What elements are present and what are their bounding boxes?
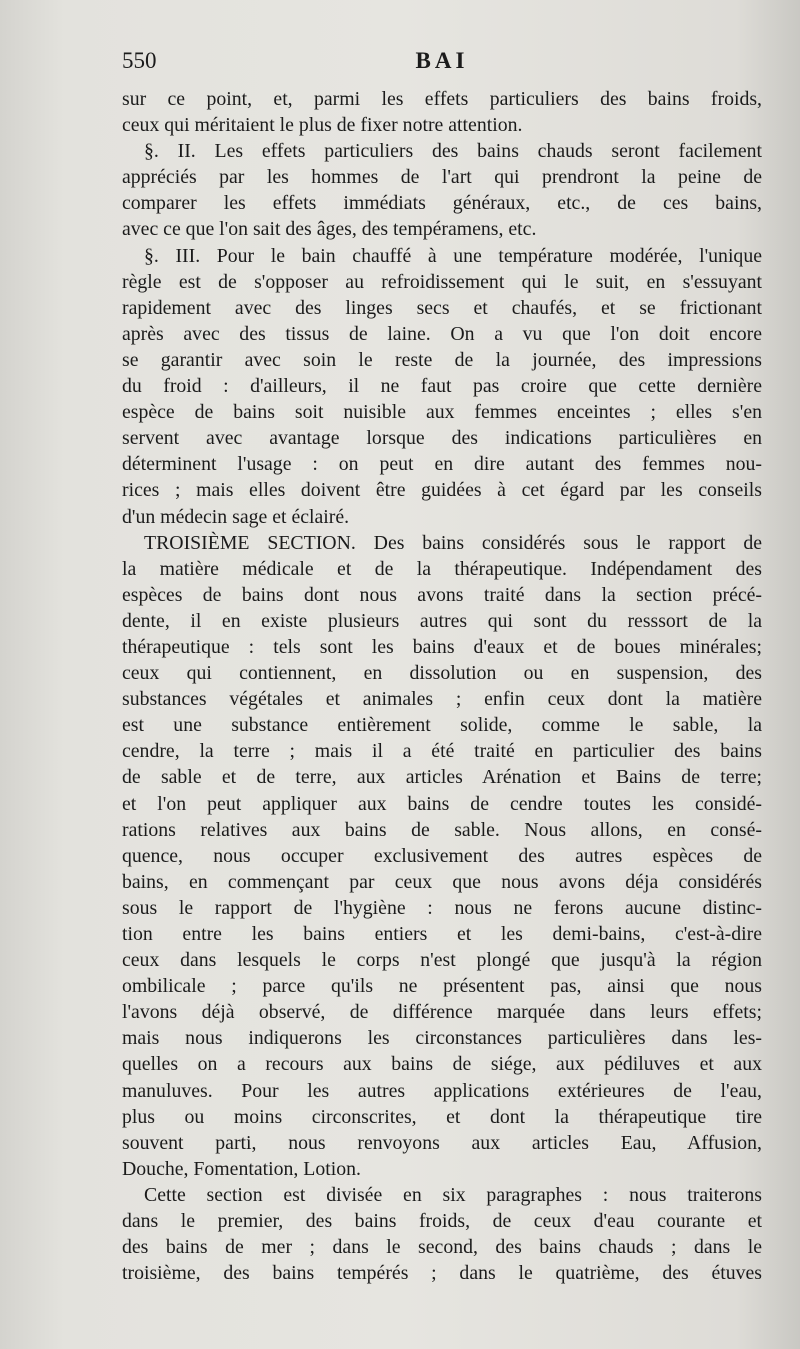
text-line: tion entre les bains entiers et les demi-bains, c'est-à-dire: [122, 923, 762, 945]
text-line: règle est de s'opposer au refroidissement qui le suit, en s'essuyant: [122, 270, 762, 293]
text-line: se garantir avec soin le reste de la journée, des impressions: [122, 348, 762, 371]
text-line: souvent parti, nous renvoyons aux articles Eau, Affusion,: [122, 1131, 762, 1154]
paragraph-troisieme-section: [122, 530, 762, 1182]
text-line: plus ou moins circonscrites, et dont la thérapeutique tire: [122, 1105, 762, 1128]
page-number: 550: [122, 48, 157, 73]
text-line: rations relatives aux bains de sable. Nous allons, en consé-: [122, 818, 762, 841]
running-head: BAI: [415, 48, 469, 73]
text-line: et l'on peut appliquer aux bains de cendre toutes les considé-: [122, 792, 762, 815]
text-line: quelles on a recours aux bains de siége, aux pédiluves et aux: [122, 1053, 762, 1076]
text-line: sur ce point, et, parmi les effets particuliers des bains froids,: [122, 88, 762, 110]
text-line: avec ce que l'on sait des âges, des tempéramens, etc.: [122, 218, 537, 241]
text-line: de sable et de terre, aux articles Arénation et Bains de terre;: [122, 766, 762, 789]
text-line: Douche, Fomentation, Lotion.: [122, 1157, 361, 1180]
text-line: cendre, la terre ; mais il a été traité en particulier des bains: [122, 740, 762, 763]
text-line: espèce de bains soit nuisible aux femmes enceintes ; elles s'en: [122, 401, 762, 424]
paragraph-division: [122, 1182, 762, 1286]
text-line: l'avons déjà observé, de différence marquée dans leurs effets;: [122, 1001, 762, 1024]
text-line: Cette section est divisée en six paragraphes : nous traiterons: [144, 1183, 762, 1206]
text-line: ombilicale ; parce qu'ils ne présentent pas, ainsi que nous: [122, 975, 762, 998]
text-line: espèces de bains dont nous avons traité dans la section précé-: [122, 583, 762, 606]
text-line: ceux qui méritaient le plus de fixer notre attention.: [122, 114, 523, 137]
text-line: servent avec avantage lorsque des indications particulières en: [122, 427, 762, 450]
text-line: comparer les effets immédiats généraux, etc., de ces bains,: [122, 192, 762, 215]
text-line: la matière médicale et de la thérapeutique. Indépendament des: [122, 557, 762, 580]
text-line: est une substance entièrement solide, comme le sable, la: [122, 714, 762, 737]
text-line: déterminent l'usage : on peut en dire autant des femmes nou-: [122, 453, 762, 476]
paragraph-intro-end: [122, 86, 762, 138]
text-line: troisième, des bains tempérés ; dans le quatrième, des étuves: [122, 1262, 762, 1285]
body-text: [122, 86, 762, 1286]
text-line: manuluves. Pour les autres applications extérieures de l'eau,: [122, 1079, 762, 1102]
text-line: ceux dans lesquels le corps n'est plongé que jusqu'à la région: [122, 949, 762, 972]
text-line: après avec des tissus de laine. On a vu que l'on doit encore: [122, 322, 762, 345]
text-line: §. II. Les effets particuliers des bains chauds seront facilement: [144, 140, 762, 163]
text-line: quence, nous occuper exclusivement des autres espèces de: [122, 844, 762, 867]
text-line: TROISIÈME SECTION. Des bains considérés sous le rapport de: [144, 531, 762, 554]
text-line: d'un médecin sage et éclairé.: [122, 505, 350, 528]
text-line: thérapeutique : tels sont les bains d'eaux et de boues minérales;: [122, 635, 762, 658]
paragraph-section-2: [122, 138, 762, 242]
text-line: rapidement avec des linges secs et chaufés, et se frictionant: [122, 296, 762, 319]
paragraph-section-3: [122, 243, 762, 530]
text-line: rices ; mais elles doivent être guidées à cet égard par les conseils: [122, 479, 762, 502]
page-header: [122, 48, 762, 82]
text-line: appréciés par les hommes de l'art qui prendront la peine de: [122, 166, 762, 189]
text-line: dente, il en existe plusieurs autres qui sont du resssort de la: [122, 609, 762, 632]
text-line: dans le premier, des bains froids, de ceux d'eau courante et: [122, 1210, 762, 1233]
text-line: bains, en commençant par ceux que nous avons déja considérés: [122, 870, 762, 893]
text-line: ceux qui contiennent, en dissolution ou en suspension, des: [122, 662, 762, 685]
text-line: §. III. Pour le bain chauffé à une température modérée, l'unique: [144, 244, 762, 267]
text-line: du froid : d'ailleurs, il ne faut pas croire que cette dernière: [122, 375, 762, 398]
text-line: mais nous indiquerons les circonstances particulières dans les-: [122, 1027, 762, 1050]
text-line: des bains de mer ; dans le second, des bains chauds ; dans le: [122, 1236, 762, 1259]
text-line: sous le rapport de l'hygiène : nous ne ferons aucune distinc-: [122, 896, 762, 919]
text-line: substances végétales et animales ; enfin ceux dont la matière: [122, 688, 762, 711]
